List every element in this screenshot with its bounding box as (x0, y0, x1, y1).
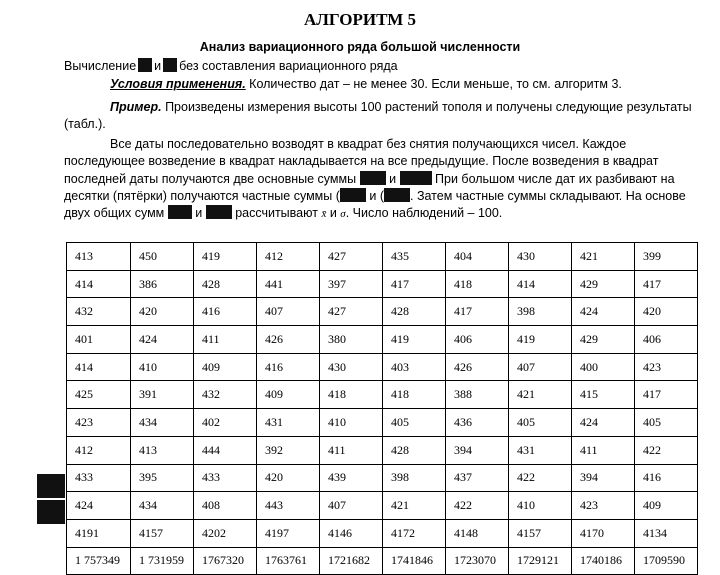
computation-text-b: и (154, 59, 162, 73)
method-text-9: . Число наблюдений – 100. (345, 206, 503, 221)
table-cell: 450 (131, 243, 194, 271)
table-cell: 412 (67, 436, 131, 464)
method-text-3: При большом числе дат их разбивают на десятки (пятёрки) получаются частные суммы ( (64, 171, 675, 203)
table-cell: 441 (257, 270, 320, 298)
table-cell: 431 (509, 436, 572, 464)
table-cell: 422 (509, 464, 572, 492)
table-cell: 424 (572, 409, 635, 437)
table-cell: 434 (131, 409, 194, 437)
method-text-2: и (389, 171, 397, 186)
table-cell: 429 (572, 270, 635, 298)
table-cell: 435 (383, 243, 446, 271)
table-cell: 409 (635, 492, 698, 520)
table-row (67, 353, 698, 381)
example-paragraph (64, 99, 694, 134)
table-cell: 420 (257, 464, 320, 492)
table-cell: 401 (67, 326, 131, 354)
method-text-8: и (329, 206, 337, 221)
redacted-formula (163, 58, 177, 72)
table-cell: 434 (131, 492, 194, 520)
table-cell: 1 731959 (131, 547, 194, 575)
table-cell: 404 (446, 243, 509, 271)
table-cell: 1709590 (635, 547, 698, 575)
method-text-6: и (195, 206, 203, 221)
table-cell: 411 (320, 436, 383, 464)
table-cell: 412 (257, 243, 320, 271)
table-cell: 421 (509, 381, 572, 409)
example-text: Произведены измерения высоты 100 растений тополя и получены следующие результаты (табл.). (64, 100, 692, 132)
table-cell: 413 (131, 436, 194, 464)
table-cell: 420 (131, 298, 194, 326)
table-cell: 431 (257, 409, 320, 437)
method-text-7: рассчитывают (235, 206, 318, 221)
measurements-table (66, 242, 698, 575)
table-cell: 424 (131, 326, 194, 354)
table-row (67, 270, 698, 298)
table-cell: 430 (509, 243, 572, 271)
table-cell: 4148 (446, 519, 509, 547)
table-cell: 400 (572, 353, 635, 381)
table-row (67, 409, 698, 437)
table-cell: 398 (509, 298, 572, 326)
table-cell: 4202 (194, 519, 257, 547)
redacted-row-label (37, 474, 65, 498)
table-cell: 426 (257, 326, 320, 354)
table-cell: 418 (320, 381, 383, 409)
table-row (67, 436, 698, 464)
redacted-formula (360, 171, 386, 185)
redacted-formula (206, 205, 232, 219)
redacted-formula (138, 58, 152, 72)
table-cell: 4191 (67, 519, 131, 547)
conditions-text: Количество дат – не менее 30. Если меньше, то см. алгоритм 3. (249, 77, 622, 91)
table-cell: 391 (131, 381, 194, 409)
table-cell: 419 (383, 326, 446, 354)
redacted-formula (400, 171, 432, 185)
mean-symbol: x̄ (321, 208, 327, 221)
method-paragraph (64, 136, 694, 223)
table-cell: 428 (383, 436, 446, 464)
method-text-4: и ( (369, 188, 384, 203)
table-cell: 403 (383, 353, 446, 381)
computation-text-a: Вычисление (64, 59, 137, 73)
table-cell: 422 (635, 436, 698, 464)
table-cell: 416 (257, 353, 320, 381)
table-cell: 409 (257, 381, 320, 409)
table-cell: 410 (320, 409, 383, 437)
method-text-1: Все даты последовательно возводят в квадрат без снятия получающихся чисел. Каждое последующее возведение в квадрат накладывается на все предыдущие. После возведения в квадрат последней даты получаются две основные суммы (64, 137, 659, 186)
table-cell: 398 (383, 464, 446, 492)
table-cell: 439 (320, 464, 383, 492)
conditions-paragraph (64, 76, 694, 93)
table-row (67, 298, 698, 326)
table-cell: 395 (131, 464, 194, 492)
table-cell: 424 (67, 492, 131, 520)
table-cell: 436 (446, 409, 509, 437)
table-cell: 405 (383, 409, 446, 437)
table-cell: 4172 (383, 519, 446, 547)
table-cell: 1741846 (383, 547, 446, 575)
table-cell: 425 (67, 381, 131, 409)
table-cell: 418 (446, 270, 509, 298)
table-cell: 406 (446, 326, 509, 354)
table-body (67, 243, 698, 575)
computation-text-c: без составления вариационного ряда (179, 59, 398, 73)
table-cell: 408 (194, 492, 257, 520)
table-cell: 417 (446, 298, 509, 326)
table-cell: 433 (194, 464, 257, 492)
table-cell: 422 (446, 492, 509, 520)
table-cell: 1729121 (509, 547, 572, 575)
redacted-formula (384, 188, 410, 202)
table-cell: 423 (635, 353, 698, 381)
table-cell: 399 (635, 243, 698, 271)
table-cell: 397 (320, 270, 383, 298)
table-cell: 386 (131, 270, 194, 298)
table-cell: 410 (131, 353, 194, 381)
table-cell: 430 (320, 353, 383, 381)
table-cell: 427 (320, 298, 383, 326)
subtitle: Анализ вариационного ряда большой численности (199, 40, 521, 54)
table-cell: 413 (67, 243, 131, 271)
redacted-row-label (37, 500, 65, 524)
table-cell: 432 (67, 298, 131, 326)
table-cell: 1763761 (257, 547, 320, 575)
table-cell: 424 (572, 298, 635, 326)
table-cell: 1 757349 (67, 547, 131, 575)
table-cell: 421 (383, 492, 446, 520)
table-cell: 415 (572, 381, 635, 409)
table-cell: 419 (194, 243, 257, 271)
table-cell: 405 (509, 409, 572, 437)
table-cell: 406 (635, 326, 698, 354)
table-cell: 421 (572, 243, 635, 271)
table-cell: 4157 (131, 519, 194, 547)
table-cell: 407 (509, 353, 572, 381)
table-cell: 437 (446, 464, 509, 492)
table-cell: 409 (194, 353, 257, 381)
table-cell: 394 (446, 436, 509, 464)
table-cell: 4170 (572, 519, 635, 547)
table-cell: 443 (257, 492, 320, 520)
table-cell: 411 (572, 436, 635, 464)
table-cell: 410 (509, 492, 572, 520)
page-title: АЛГОРИТМ 5 (303, 10, 417, 29)
table-cell: 416 (635, 464, 698, 492)
table-cell: 419 (509, 326, 572, 354)
table-cell: 414 (509, 270, 572, 298)
table-row (67, 464, 698, 492)
table-cell: 417 (635, 270, 698, 298)
table-cell: 1767320 (194, 547, 257, 575)
table-cell: 394 (572, 464, 635, 492)
table-cell: 429 (572, 326, 635, 354)
table-cell: 411 (194, 326, 257, 354)
table-row (67, 492, 698, 520)
conditions-label: Условия применения. (110, 77, 246, 91)
table-cell: 432 (194, 381, 257, 409)
table-cell: 420 (635, 298, 698, 326)
table-cell: 418 (383, 381, 446, 409)
table-cell: 426 (446, 353, 509, 381)
sigma-symbol: σ (340, 208, 346, 221)
redacted-formula (168, 205, 192, 219)
line-computation (64, 58, 694, 75)
table-cell: 388 (446, 381, 509, 409)
table-cell: 392 (257, 436, 320, 464)
table-cell: 4157 (509, 519, 572, 547)
table-cell: 428 (383, 298, 446, 326)
example-label: Пример. (110, 100, 162, 114)
table-row (67, 326, 698, 354)
table-cell: 417 (635, 381, 698, 409)
table-cell: 1723070 (446, 547, 509, 575)
table-cell: 4146 (320, 519, 383, 547)
redacted-formula (340, 188, 366, 202)
table-cell: 4197 (257, 519, 320, 547)
table-cell: 402 (194, 409, 257, 437)
table-cell: 4134 (635, 519, 698, 547)
table-cell: 444 (194, 436, 257, 464)
table-row (67, 547, 698, 575)
method-text-5: . Затем частные суммы складывают. На основе двух общих сумм (64, 188, 686, 221)
table-cell: 405 (635, 409, 698, 437)
table-cell: 423 (572, 492, 635, 520)
table-cell: 1740186 (572, 547, 635, 575)
table-cell: 423 (67, 409, 131, 437)
table-cell: 427 (320, 243, 383, 271)
table-cell: 407 (320, 492, 383, 520)
table-cell: 380 (320, 326, 383, 354)
table-cell: 433 (67, 464, 131, 492)
table-cell: 414 (67, 270, 131, 298)
table-cell: 428 (194, 270, 257, 298)
table-cell: 414 (67, 353, 131, 381)
table-row (67, 519, 698, 547)
table-cell: 417 (383, 270, 446, 298)
table-row (67, 243, 698, 271)
table-cell: 407 (257, 298, 320, 326)
table-row (67, 381, 698, 409)
table-cell: 416 (194, 298, 257, 326)
table-cell: 1721682 (320, 547, 383, 575)
